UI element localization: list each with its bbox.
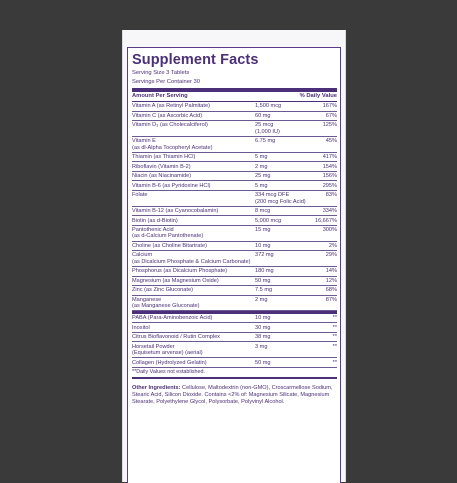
nutrient-daily-value: **: [332, 334, 337, 341]
table-row: [132, 216, 337, 226]
nutrient-name: Citrus Bioflavonoid / Rutin Complex: [132, 334, 220, 341]
nutrient-name: Niacin (as Niacinamide): [132, 173, 192, 180]
nutrient-amount: 5 mg: [255, 182, 268, 189]
nutrient-amount: 25 mg: [255, 173, 271, 180]
nutrient-amount: 15 mg: [255, 227, 271, 234]
nutrient-daily-value: **: [332, 343, 337, 350]
nutrient-daily-value: 29%: [325, 252, 337, 259]
nutrient-amount: 50 mg: [255, 277, 271, 284]
nutrient-daily-value: 12%: [325, 277, 337, 284]
table-row: [132, 162, 337, 172]
nutrient-name: Vitamin E (as dl-Alpha Tocopheryl Acetate): [132, 138, 213, 151]
nutrient-rows: [132, 102, 337, 311]
table-row: [132, 333, 337, 343]
nutrient-amount: 7.5 mg: [255, 287, 273, 294]
nutrient-amount: 372 mg: [255, 252, 274, 259]
nutrient-daily-value: 156%: [322, 173, 337, 180]
nutrient-daily-value: 334%: [322, 208, 337, 215]
nutrient-name: Thiamin (as Thiamin HCl): [132, 154, 196, 161]
nutrient-amount: 180 mg: [255, 268, 274, 275]
nutrient-amount: 8 mcg: [255, 208, 271, 215]
nutrient-amount: 38 mg: [255, 334, 271, 341]
table-row: [132, 207, 337, 217]
table-row: [132, 191, 337, 207]
nutrient-daily-value: **: [332, 315, 337, 322]
nutrient-amount: 60 mg: [255, 112, 271, 119]
table-row: [132, 137, 337, 153]
other-ingredients-text: Cellulose, Maltodextrin (non-GMO), Croscarmellose Sodium, Stearic Acid, Silicon Dioxide. Contains <2% of: Magnesium Silicate, Magnesium Stearate, Polyethylene Glycol, Polysorbate, Polyvinyl Alcohol.: [132, 385, 333, 405]
nutrient-daily-value: 67%: [325, 112, 337, 119]
other-nutrient-rows: [132, 314, 337, 368]
nutrient-name: Riboflavin (Vitamin B-2): [132, 163, 191, 170]
table-row: [132, 226, 337, 242]
nutrient-amount: 10 mg: [255, 242, 271, 249]
table-row: [132, 172, 337, 182]
nutrient-amount: 5,000 mcg: [255, 217, 282, 224]
table-row: [132, 314, 337, 324]
nutrient-daily-value: 16,667%: [314, 217, 337, 224]
nutrient-amount: 30 mg: [255, 324, 271, 331]
other-ingredients-label: Other Ingredients:: [132, 385, 181, 392]
supplement-facts-panel: [127, 47, 341, 483]
nutrient-name: Vitamin D₃ (as Cholecalciferol): [132, 122, 208, 129]
thick-divider: [132, 88, 337, 92]
table-header: [132, 93, 337, 102]
footnote: **Daily Values not established.: [132, 368, 337, 380]
header-amount-per-serving: Amount Per Serving: [132, 93, 188, 99]
other-ingredients: [132, 385, 337, 405]
nutrient-amount: 25 mcg (1,000 IU): [255, 122, 280, 135]
nutrient-amount: 2 mg: [255, 296, 268, 303]
table-row: [132, 296, 337, 312]
nutrient-amount: 5 mg: [255, 154, 268, 161]
table-row: [132, 153, 337, 163]
nutrient-daily-value: 300%: [322, 227, 337, 234]
nutrient-name: Vitamin A (as Retinyl Palmitate): [132, 103, 210, 110]
nutrient-name: Horsetail Powder (Equisetum arvense) (aerial): [132, 343, 203, 357]
table-row: [132, 112, 337, 122]
nutrient-name: Vitamin B-12 (as Cyanocobalamin): [132, 208, 219, 215]
table-row: [132, 267, 337, 277]
nutrient-daily-value: 154%: [322, 163, 337, 170]
nutrient-amount: 50 mg: [255, 359, 271, 366]
table-row: [132, 342, 337, 358]
nutrient-daily-value: 2%: [328, 242, 337, 249]
nutrient-daily-value: 167%: [322, 103, 337, 110]
table-row: [132, 102, 337, 112]
nutrient-amount: 334 mcg DFE (200 mcg Folic Acid): [255, 192, 306, 205]
nutrient-amount: 1,500 mcg: [255, 103, 282, 110]
nutrient-name: Pantothenic Acid (as d-Calcium Pantothenate): [132, 227, 204, 240]
nutrient-daily-value: **: [332, 359, 337, 366]
table-row: [132, 181, 337, 191]
nutrient-daily-value: 83%: [325, 192, 337, 199]
nutrient-name: Magnesium (as Magnesium Oxide): [132, 277, 219, 284]
nutrient-name: Manganese (as Manganese Gluconate): [132, 296, 200, 310]
nutrient-amount: 6.75 mg: [255, 138, 276, 145]
table-row: [132, 242, 337, 252]
nutrient-amount: 10 mg: [255, 315, 271, 322]
nutrient-amount: 2 mg: [255, 163, 268, 170]
nutrient-daily-value: 14%: [325, 268, 337, 275]
table-row: [132, 323, 337, 333]
table-row: [132, 121, 337, 137]
table-row: [132, 358, 337, 368]
nutrient-name: Vitamin C (as Ascorbic Acid): [132, 112, 203, 119]
nutrient-name: PABA (Para-Aminobenzoic Acid): [132, 315, 213, 322]
nutrient-amount: 3 mg: [255, 343, 268, 350]
nutrient-name: Choline (as Choline Bitartrate): [132, 242, 207, 249]
nutrient-daily-value: 417%: [322, 154, 337, 161]
nutrient-daily-value: **: [332, 324, 337, 331]
nutrient-name: Biotin (as d-Biotin): [132, 217, 178, 224]
nutrient-daily-value: 68%: [325, 287, 337, 294]
nutrient-name: Inositol: [132, 324, 150, 331]
nutrient-daily-value: 125%: [322, 122, 337, 129]
serving-size: Serving Size 3 Tablets: [132, 70, 190, 76]
nutrient-name: Folate: [132, 192, 148, 199]
header-daily-value: % Daily Value: [299, 93, 337, 99]
nutrient-name: Vitamin B-6 (as Pyridoxine HCl): [132, 182, 211, 189]
table-row: [132, 286, 337, 296]
nutrient-daily-value: 45%: [325, 138, 337, 145]
nutrient-name: Phosphorus (as Dicalcium Phosphate): [132, 268, 228, 275]
nutrient-name: Collagen (Hydrolyzed Gelatin): [132, 359, 207, 366]
nutrient-daily-value: 87%: [325, 296, 337, 303]
table-row: [132, 277, 337, 287]
nutrient-daily-value: 295%: [322, 182, 337, 189]
nutrient-name: Calcium (as Dicalcium Phosphate & Calcium Carbonate): [132, 252, 251, 265]
panel-title: Supplement Facts: [132, 52, 259, 68]
servings-per-container: Servings Per Container 30: [132, 79, 200, 85]
nutrient-name: Zinc (as Zinc Gluconate): [132, 287, 193, 294]
table-row: [132, 251, 337, 267]
